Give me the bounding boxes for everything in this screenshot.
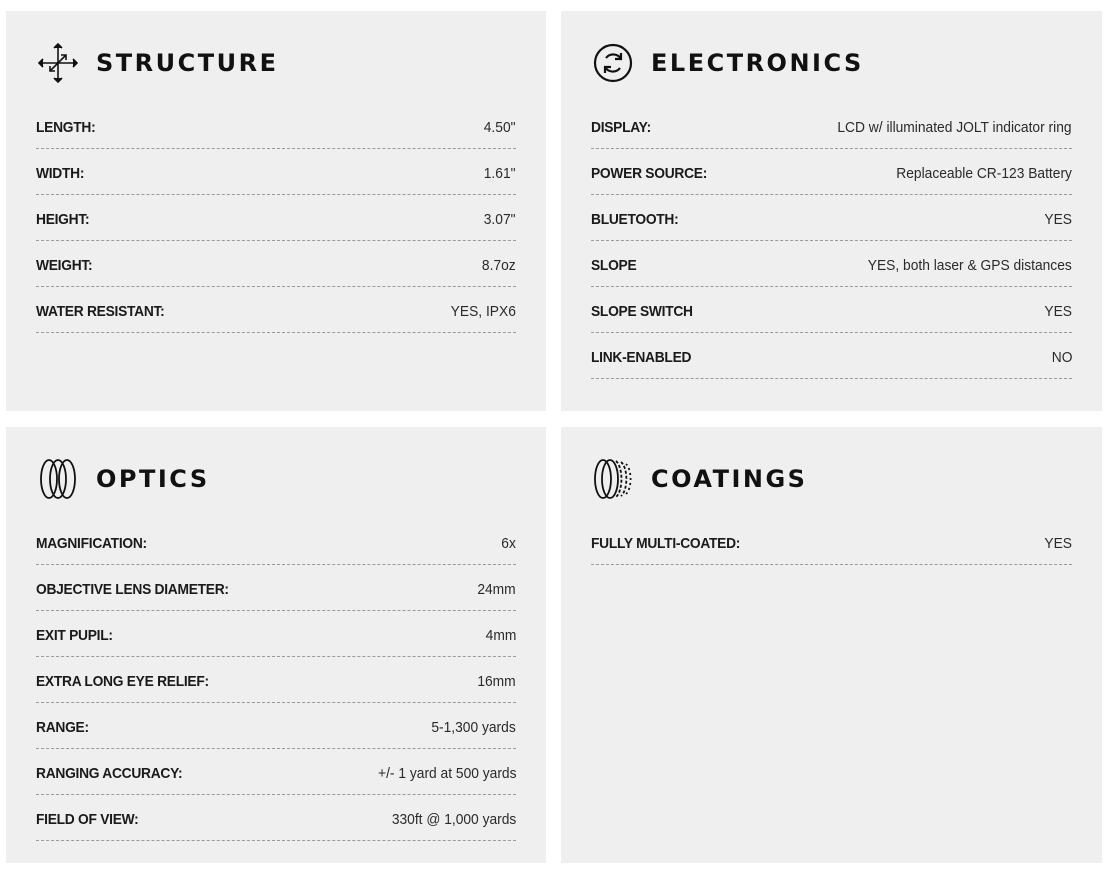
spec-label: FIELD OF VIEW: (36, 811, 139, 828)
spec-row-width (36, 149, 516, 195)
spec-value: YES, IPX6 (450, 303, 516, 320)
spec-row-water-resistant (36, 287, 516, 333)
spec-row-height (36, 195, 516, 241)
coated-lens-icon (591, 457, 635, 501)
spec-label: RANGE: (36, 719, 89, 736)
spec-row-link-enabled (591, 333, 1072, 379)
spec-label: LINK-ENABLED (591, 349, 692, 366)
spec-row-display (591, 103, 1072, 149)
spec-row-magnification (36, 519, 516, 565)
spec-value: YES (1044, 211, 1072, 228)
spec-label: OBJECTIVE LENS DIAMETER: (36, 581, 229, 598)
optics-header (36, 455, 210, 503)
spec-value: YES, both laser & GPS distances (867, 257, 1072, 274)
spec-value: 1.61" (484, 165, 516, 182)
spec-value: 8.7oz (482, 257, 516, 274)
spec-row-eye-relief (36, 657, 516, 703)
spec-value: YES (1044, 535, 1072, 552)
coatings-spec-list (591, 519, 1072, 565)
spec-label: EXTRA LONG EYE RELIEF: (36, 673, 209, 690)
spec-row-power-source (591, 149, 1072, 195)
refresh-cycle-icon (591, 41, 635, 85)
spec-value: +/- 1 yard at 500 yards (377, 765, 516, 782)
spec-value: Replaceable CR-123 Battery (896, 165, 1072, 182)
spec-row-slope (591, 241, 1072, 287)
spec-label: LENGTH: (36, 119, 96, 136)
spec-label: EXIT PUPIL: (36, 627, 113, 644)
spec-label: SLOPE (591, 257, 637, 274)
spec-row-fully-multi-coated (591, 519, 1072, 565)
structure-title: STRUCTURE (96, 49, 279, 77)
coatings-panel (561, 427, 1102, 863)
spec-value: YES (1044, 303, 1072, 320)
spec-row-field-of-view (36, 795, 516, 841)
optics-title: OPTICS (96, 465, 210, 493)
coatings-header (591, 455, 807, 503)
spec-value: 6x (501, 535, 516, 552)
electronics-title: ELECTRONICS (651, 49, 864, 77)
spec-label: WIDTH: (36, 165, 85, 182)
spec-value: NO (1051, 349, 1072, 366)
spec-label: BLUETOOTH: (591, 211, 679, 228)
spec-row-range (36, 703, 516, 749)
electronics-spec-list (591, 103, 1072, 379)
structure-header (36, 39, 278, 87)
spec-value: 16mm (477, 673, 516, 690)
spec-row-bluetooth (591, 195, 1072, 241)
spec-value: 3.07" (484, 211, 516, 228)
optics-spec-list (36, 519, 516, 841)
spec-label: POWER SOURCE: (591, 165, 708, 182)
move-arrows-icon (36, 41, 80, 85)
spec-value: 4.50" (484, 119, 516, 136)
spec-row-length (36, 103, 516, 149)
spec-label: WEIGHT: (36, 257, 93, 274)
spec-label: DISPLAY: (591, 119, 651, 136)
spec-row-exit-pupil (36, 611, 516, 657)
lens-icon (36, 457, 80, 501)
spec-label: FULLY MULTI-COATED: (591, 535, 741, 552)
spec-value: 5-1,300 yards (431, 719, 516, 736)
spec-value: 4mm (485, 627, 516, 644)
structure-spec-list (36, 103, 516, 333)
spec-value: 330ft @ 1,000 yards (391, 811, 516, 828)
optics-panel (6, 427, 546, 863)
electronics-panel (561, 11, 1102, 411)
spec-value: LCD w/ illuminated JOLT indicator ring (837, 119, 1072, 136)
spec-label: MAGNIFICATION: (36, 535, 147, 552)
coatings-title: COATINGS (651, 465, 808, 493)
structure-panel (6, 11, 546, 411)
spec-label: WATER RESISTANT: (36, 303, 165, 320)
spec-value: 24mm (477, 581, 516, 598)
spec-row-slope-switch (591, 287, 1072, 333)
spec-row-ranging-accuracy (36, 749, 516, 795)
spec-label: SLOPE SWITCH (591, 303, 693, 320)
spec-label: HEIGHT: (36, 211, 90, 228)
spec-row-objective-lens-diameter (36, 565, 516, 611)
spec-row-weight (36, 241, 516, 287)
electronics-header (591, 39, 864, 87)
spec-label: RANGING ACCURACY: (36, 765, 183, 782)
